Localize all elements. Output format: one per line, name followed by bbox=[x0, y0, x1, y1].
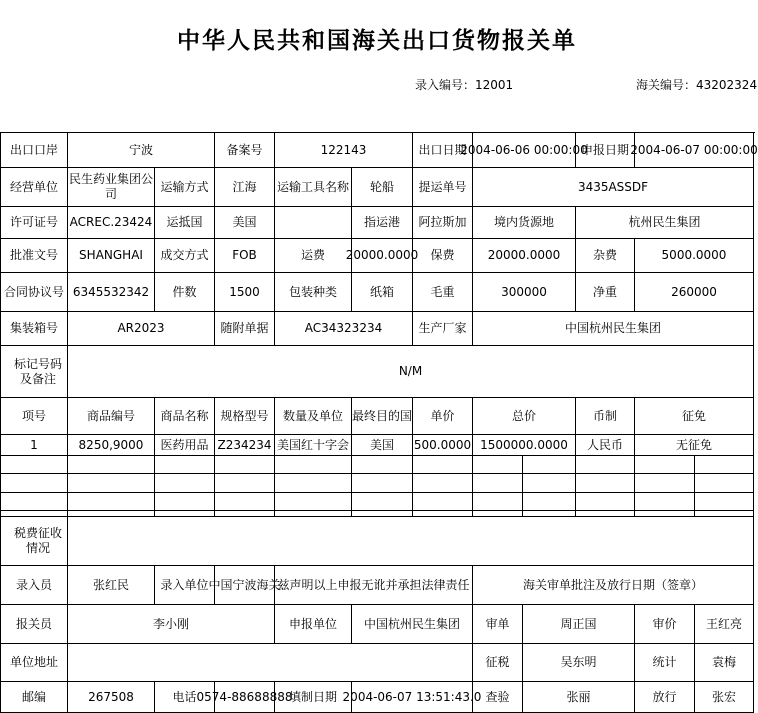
item-empty-cell[interactable] bbox=[635, 456, 695, 474]
operator-label: 经营单位 bbox=[1, 168, 68, 207]
inspect-label: 查验 bbox=[473, 682, 523, 713]
item-empty-cell[interactable] bbox=[635, 493, 695, 511]
items-header-total: 总价 bbox=[473, 398, 576, 435]
statistics-value[interactable]: 袁梅 bbox=[695, 644, 754, 682]
maker-label: 生产厂家 bbox=[413, 312, 473, 346]
tax-collect-label: 征税 bbox=[473, 644, 523, 682]
item-empty-cell[interactable] bbox=[155, 474, 215, 493]
bill-no-label: 提运单号 bbox=[413, 168, 473, 207]
export-port-value[interactable]: 宁波 bbox=[68, 133, 215, 168]
item-cell[interactable]: 1500000.0000 bbox=[473, 435, 576, 456]
deal-mode-value[interactable]: FOB bbox=[215, 239, 275, 273]
item-cell[interactable]: 无征免 bbox=[635, 435, 754, 456]
items-header-quantity: 数量及单位 bbox=[275, 398, 352, 435]
items-header-item-no: 项号 bbox=[1, 398, 68, 435]
tax-label: 税费征收情况 bbox=[1, 517, 68, 566]
item-empty-cell[interactable] bbox=[523, 456, 576, 474]
item-empty-cell[interactable] bbox=[1, 474, 68, 493]
item-cell[interactable]: Z234234 bbox=[215, 435, 275, 456]
release-label: 放行 bbox=[635, 682, 695, 713]
review-value[interactable]: 周正国 bbox=[523, 605, 635, 644]
entry-unit-label: 录入单位 bbox=[155, 566, 215, 605]
misc-value[interactable]: 5000.0000 bbox=[635, 239, 754, 273]
item-empty-cell[interactable] bbox=[473, 493, 523, 511]
container-value[interactable]: AR2023 bbox=[68, 312, 215, 346]
insurance-label: 保费 bbox=[413, 239, 473, 273]
item-empty-cell[interactable] bbox=[576, 474, 635, 493]
vehicle-name-label: 运输工具名称 bbox=[275, 168, 352, 207]
item-empty-cell[interactable] bbox=[352, 474, 413, 493]
export-date-value[interactable]: 2004-06-06 00:00:00 bbox=[473, 133, 576, 168]
item-empty-cell[interactable] bbox=[1, 493, 68, 511]
record-no-label: 备案号 bbox=[215, 133, 275, 168]
broker-label: 报关员 bbox=[1, 605, 68, 644]
fill-date-value[interactable]: 2004-06-07 13:51:43.0 bbox=[352, 682, 473, 713]
item-empty-cell[interactable] bbox=[68, 493, 155, 511]
review-label: 审单 bbox=[473, 605, 523, 644]
item-empty-cell[interactable] bbox=[352, 493, 413, 511]
items-header-code: 商品编号 bbox=[68, 398, 155, 435]
clerk-label: 录入员 bbox=[1, 566, 68, 605]
item-empty-cell[interactable] bbox=[413, 493, 473, 511]
item-empty-cell[interactable] bbox=[473, 474, 523, 493]
item-cell[interactable]: 8250,9000 bbox=[68, 435, 155, 456]
item-empty-cell[interactable] bbox=[68, 456, 155, 474]
entry-number: 录入编号：12001 bbox=[415, 78, 514, 92]
zip-value[interactable]: 267508 bbox=[68, 682, 155, 713]
bill-no-value[interactable]: 3435ASSDF bbox=[473, 168, 754, 207]
item-empty-cell[interactable] bbox=[523, 493, 576, 511]
price-value[interactable]: 王红亮 bbox=[695, 605, 754, 644]
package-value[interactable]: 纸箱 bbox=[352, 273, 413, 312]
items-header-unit-price: 单价 bbox=[413, 398, 473, 435]
declare-date-value[interactable]: 2004-06-07 00:00:00 bbox=[635, 133, 754, 168]
item-empty-cell[interactable] bbox=[635, 474, 695, 493]
item-cell[interactable]: 500.0000 bbox=[413, 435, 473, 456]
license-value[interactable]: ACREC.23424 bbox=[68, 207, 155, 239]
zip-label: 邮编 bbox=[1, 682, 68, 713]
declaration-statement: 兹声明以上申报无讹并承担法律责任 bbox=[275, 566, 473, 605]
license-label: 许可证号 bbox=[1, 207, 68, 239]
items-header-name: 商品名称 bbox=[155, 398, 215, 435]
net-weight-value[interactable]: 260000 bbox=[635, 273, 754, 312]
phone-label: 电话 bbox=[155, 682, 215, 713]
phone-value[interactable]: 0574-88688888 bbox=[215, 682, 275, 713]
fill-date-label: 填制日期 bbox=[275, 682, 352, 713]
item-empty-cell[interactable] bbox=[215, 474, 275, 493]
item-empty-cell[interactable] bbox=[523, 474, 576, 493]
marks-value[interactable]: N/M bbox=[68, 346, 754, 398]
item-cell[interactable]: 美国红十字会 bbox=[275, 435, 352, 456]
export-port-label: 出口口岸 bbox=[1, 133, 68, 168]
item-empty-cell[interactable] bbox=[275, 456, 352, 474]
declare-unit-label: 申报单位 bbox=[275, 605, 352, 644]
maker-value[interactable]: 中国杭州民生集团 bbox=[473, 312, 754, 346]
dest-port-label: 指运港 bbox=[352, 207, 413, 239]
declare-unit-value[interactable]: 中国杭州民生集团 bbox=[352, 605, 473, 644]
item-cell[interactable]: 美国 bbox=[352, 435, 413, 456]
record-no-value[interactable]: 122143 bbox=[275, 133, 413, 168]
address-label: 单位地址 bbox=[1, 644, 68, 682]
item-empty-cell[interactable] bbox=[695, 493, 754, 511]
gross-weight-label: 毛重 bbox=[413, 273, 473, 312]
release-value[interactable]: 张宏 bbox=[695, 682, 754, 713]
freight-value[interactable]: 20000.0000 bbox=[352, 239, 413, 273]
source-label: 境内货源地 bbox=[473, 207, 576, 239]
source-value[interactable]: 杭州民生集团 bbox=[576, 207, 754, 239]
export-date-label: 出口日期 bbox=[413, 133, 473, 168]
item-cell[interactable]: 1 bbox=[1, 435, 68, 456]
item-empty-cell[interactable] bbox=[68, 474, 155, 493]
items-header-exemption: 征免 bbox=[635, 398, 754, 435]
item-empty-cell[interactable] bbox=[1, 456, 68, 474]
dest-country-value[interactable]: 美国 bbox=[215, 207, 275, 239]
deal-mode-label: 成交方式 bbox=[155, 239, 215, 273]
item-empty-cell[interactable] bbox=[215, 493, 275, 511]
item-empty-cell[interactable] bbox=[155, 493, 215, 511]
item-cell[interactable]: 医药用品 bbox=[155, 435, 215, 456]
page-title: 中华人民共和国海关出口货物报关单 bbox=[177, 27, 577, 54]
approval-value[interactable]: SHANGHAI bbox=[68, 239, 155, 273]
contract-label: 合同协议号 bbox=[1, 273, 68, 312]
transport-mode-label: 运输方式 bbox=[155, 168, 215, 207]
item-empty-cell[interactable] bbox=[215, 456, 275, 474]
items-header-spec: 规格型号 bbox=[215, 398, 275, 435]
item-cell[interactable]: 人民币 bbox=[576, 435, 635, 456]
operator-value[interactable]: 民生药业集团公司 bbox=[68, 168, 155, 207]
pieces-value[interactable]: 1500 bbox=[215, 273, 275, 312]
item-empty-cell[interactable] bbox=[413, 456, 473, 474]
pieces-label: 件数 bbox=[155, 273, 215, 312]
blank-cell bbox=[275, 207, 352, 239]
misc-label: 杂费 bbox=[576, 239, 635, 273]
item-empty-cell[interactable] bbox=[413, 474, 473, 493]
docs-label: 随附单据 bbox=[215, 312, 275, 346]
item-empty-cell[interactable] bbox=[473, 456, 523, 474]
tax-value[interactable] bbox=[68, 517, 754, 566]
price-label: 审价 bbox=[635, 605, 695, 644]
insurance-value[interactable]: 20000.0000 bbox=[473, 239, 576, 273]
declare-date-label: 申报日期 bbox=[576, 133, 635, 168]
entry-unit-value[interactable]: 中国宁波海关 bbox=[215, 566, 275, 605]
dest-port-value[interactable]: 阿拉斯加 bbox=[413, 207, 473, 239]
item-empty-cell[interactable] bbox=[155, 456, 215, 474]
net-weight-label: 净重 bbox=[576, 273, 635, 312]
address-value[interactable] bbox=[68, 644, 473, 682]
container-label: 集装箱号 bbox=[1, 312, 68, 346]
customs-approval-title: 海关审单批注及放行日期（签章） bbox=[473, 566, 754, 605]
statistics-label: 统计 bbox=[635, 644, 695, 682]
approval-label: 批准文号 bbox=[1, 239, 68, 273]
dest-country-label: 运抵国 bbox=[155, 207, 215, 239]
item-empty-cell[interactable] bbox=[695, 456, 754, 474]
customs-number: 海关编号：43202324 bbox=[636, 78, 758, 92]
clerk-value[interactable]: 张红民 bbox=[68, 566, 155, 605]
contract-value[interactable]: 6345532342 bbox=[68, 273, 155, 312]
item-empty-cell[interactable] bbox=[352, 456, 413, 474]
freight-label: 运费 bbox=[275, 239, 352, 273]
vehicle-name-value[interactable]: 轮船 bbox=[352, 168, 413, 207]
tax-collect-value[interactable]: 吴东明 bbox=[523, 644, 635, 682]
item-empty-cell[interactable] bbox=[576, 493, 635, 511]
item-empty-cell[interactable] bbox=[695, 474, 754, 493]
package-label: 包装种类 bbox=[275, 273, 352, 312]
items-header-currency: 币制 bbox=[576, 398, 635, 435]
inspect-value[interactable]: 张丽 bbox=[523, 682, 635, 713]
item-empty-cell[interactable] bbox=[275, 493, 352, 511]
declaration-form bbox=[0, 132, 758, 713]
item-empty-cell[interactable] bbox=[275, 474, 352, 493]
item-empty-cell[interactable] bbox=[576, 456, 635, 474]
broker-value[interactable]: 李小刚 bbox=[68, 605, 275, 644]
items-header-destination: 最终目的国 bbox=[352, 398, 413, 435]
docs-value[interactable]: AC34323234 bbox=[275, 312, 413, 346]
marks-label: 标记号码及备注 bbox=[1, 346, 68, 398]
transport-mode-value[interactable]: 江海 bbox=[215, 168, 275, 207]
gross-weight-value[interactable]: 300000 bbox=[473, 273, 576, 312]
